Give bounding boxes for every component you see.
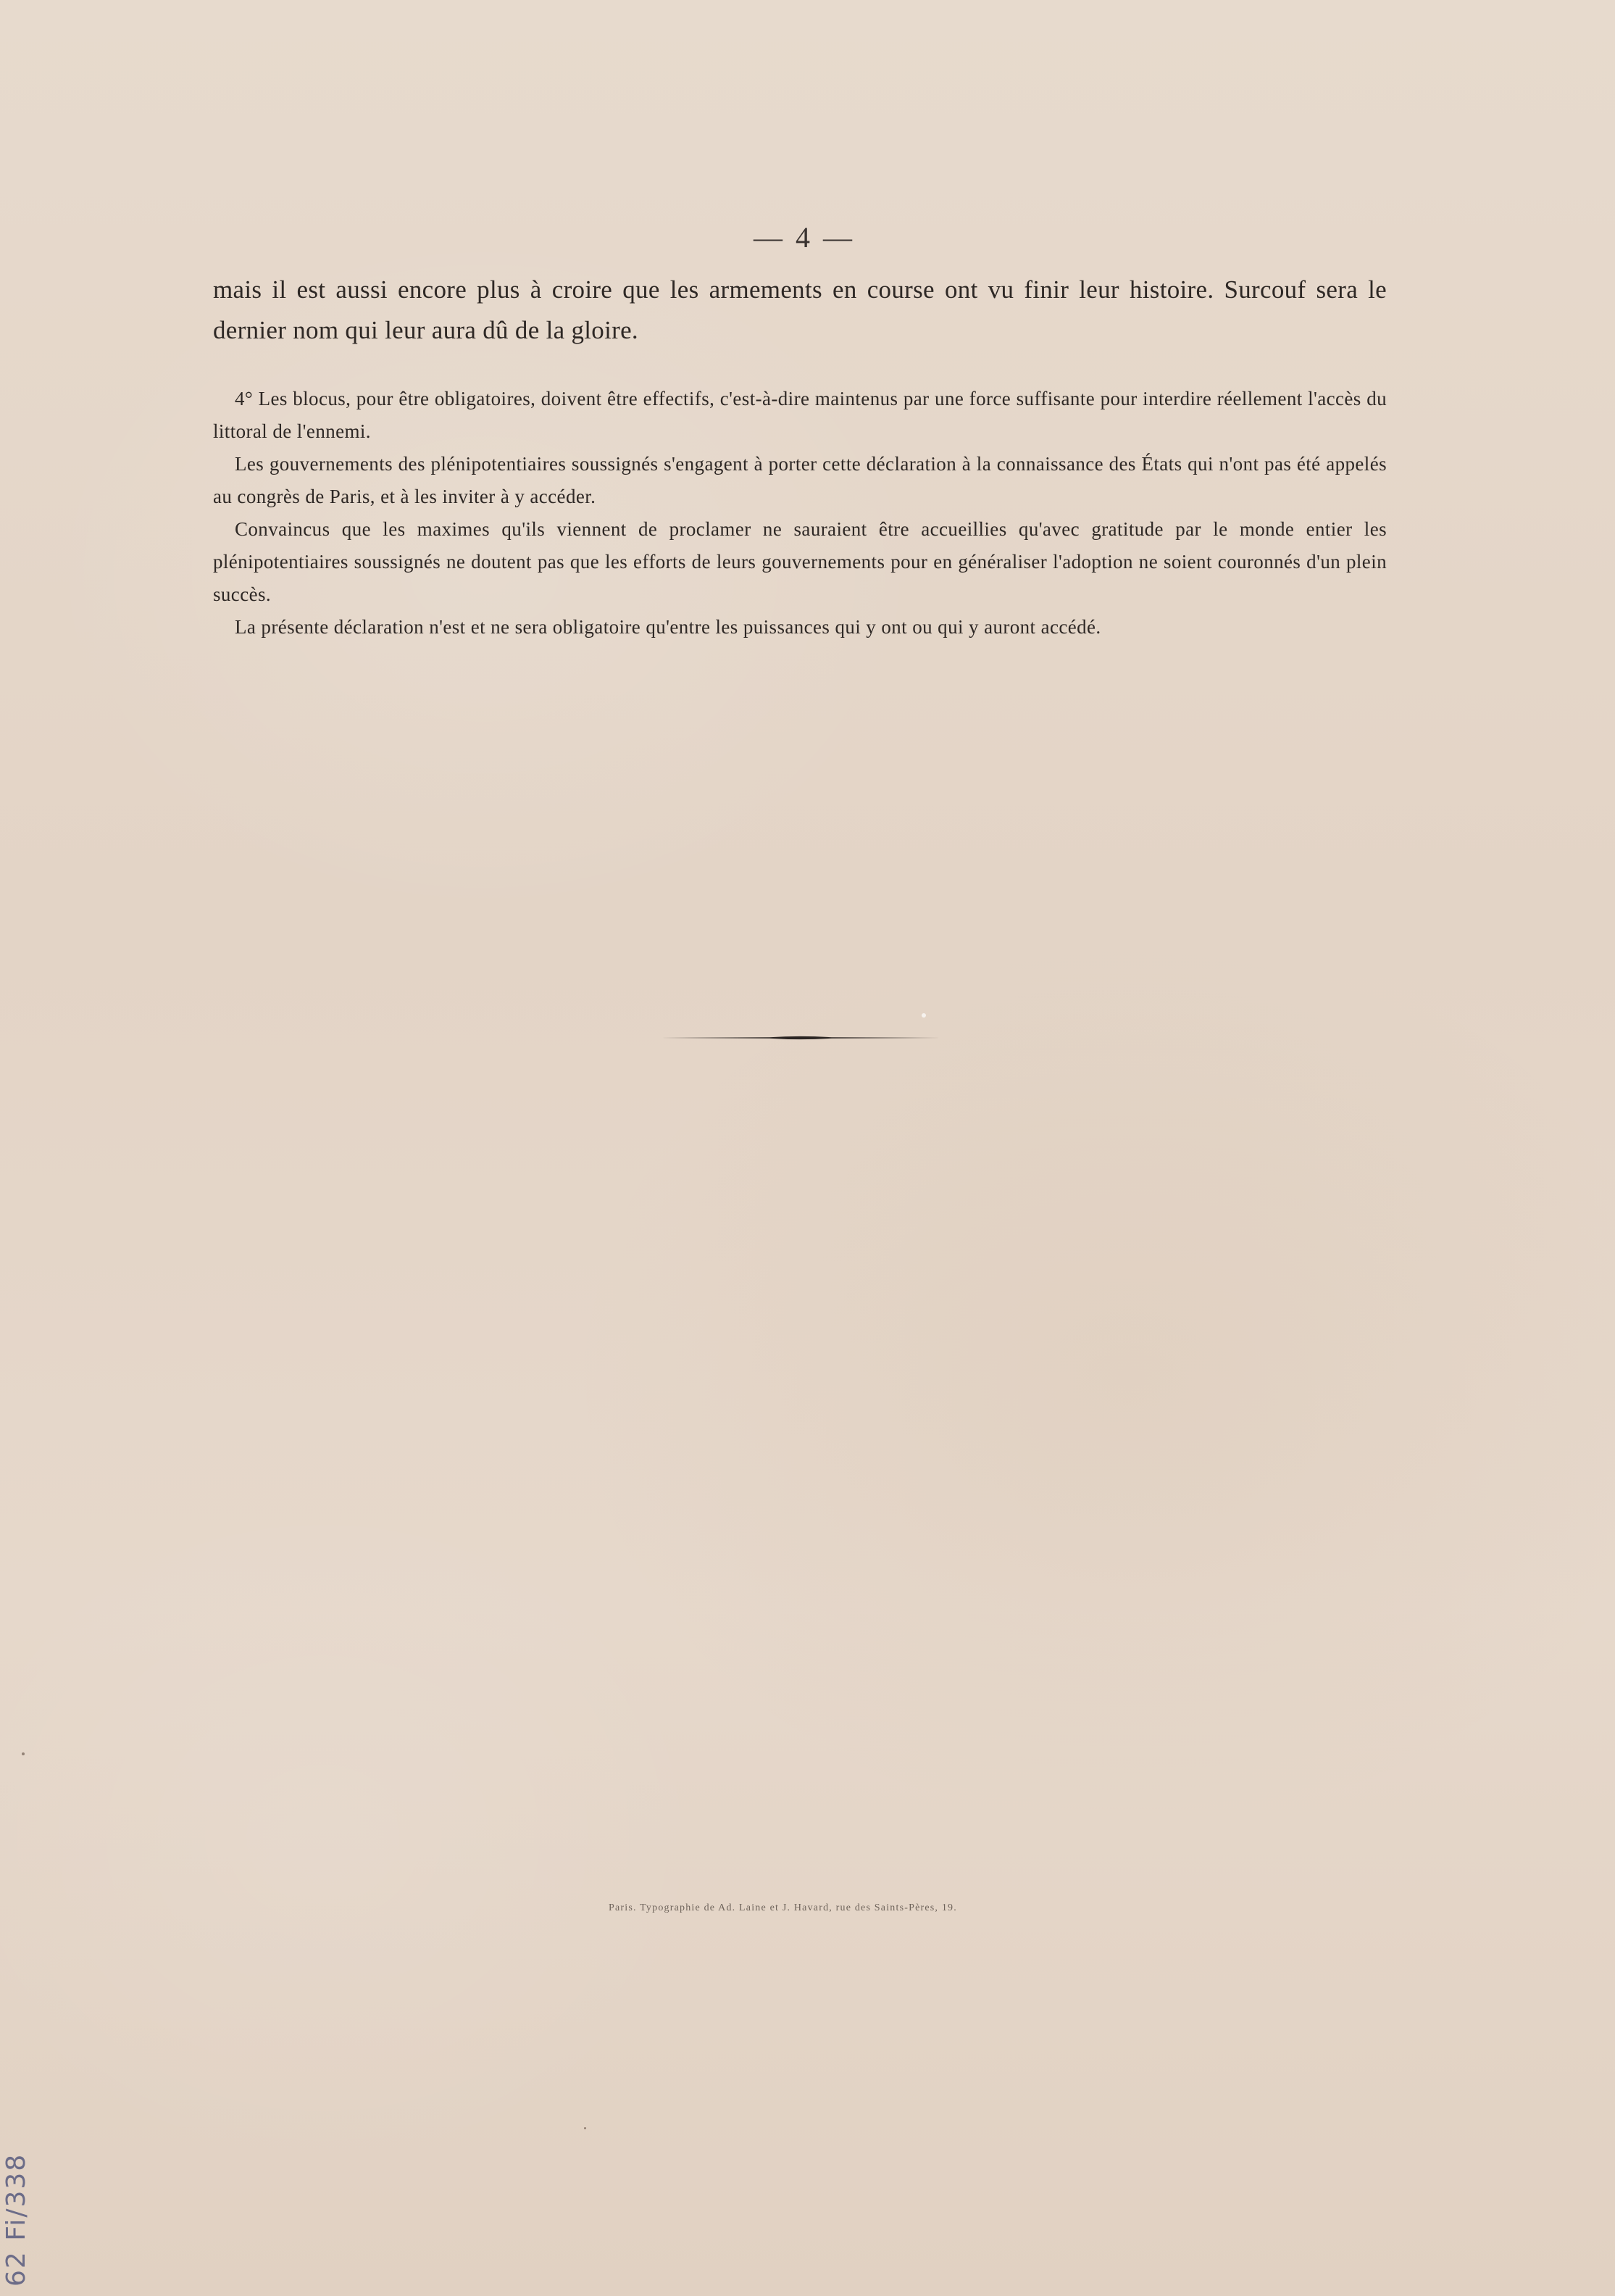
page-number: — 4 — xyxy=(754,221,855,254)
paragraph-engagement: Les gouvernements des plénipotentiaires soussignés s'engagent à porter cette déclaration à la connaissance des États qui n'ont pas été appelés au congrès de Paris, et à les inviter à y accéder. xyxy=(213,453,1387,507)
paragraph-conviction: Convaincus que les maximes qu'ils viennent de proclamer ne sauraient être accueillies qu'avec gratitude par le monde entier les plénipotentiaires soussignés ne doutent pas que les efforts de leurs gouvernements pour en généraliser l'adoption ne soient couronnés d'un plein succès. xyxy=(213,518,1387,605)
printer-imprint: Paris. Typographie de Ad. Laine et J. Havard, rue des Saints-Pères, 19. xyxy=(609,1902,957,1913)
paper-speck xyxy=(922,1013,926,1018)
lead-paragraph: mais il est aussi encore plus à croire que les armements en course ont vu finir leur histoire. Surcouf sera le dernier nom qui leur aura dû de la gloire. xyxy=(213,275,1387,344)
archive-reference: 62 Fi/338 xyxy=(1,2152,31,2287)
paragraph-obligation: La présente déclaration n'est et ne sera obligatoire qu'entre les puissances qui y ont ou qui y auront accédé. xyxy=(235,616,1101,638)
paper-speck xyxy=(22,1752,25,1755)
decorative-rule xyxy=(661,1035,940,1041)
declaration-body xyxy=(213,383,1387,644)
paper-speck xyxy=(584,2127,586,2129)
paragraph-blockade: 4° Les blocus, pour être obligatoires, doivent être effectifs, c'est-à-dire maintenus par une force suffisante pour interdire réellement l'accès du littoral de l'ennemi. xyxy=(213,388,1387,442)
